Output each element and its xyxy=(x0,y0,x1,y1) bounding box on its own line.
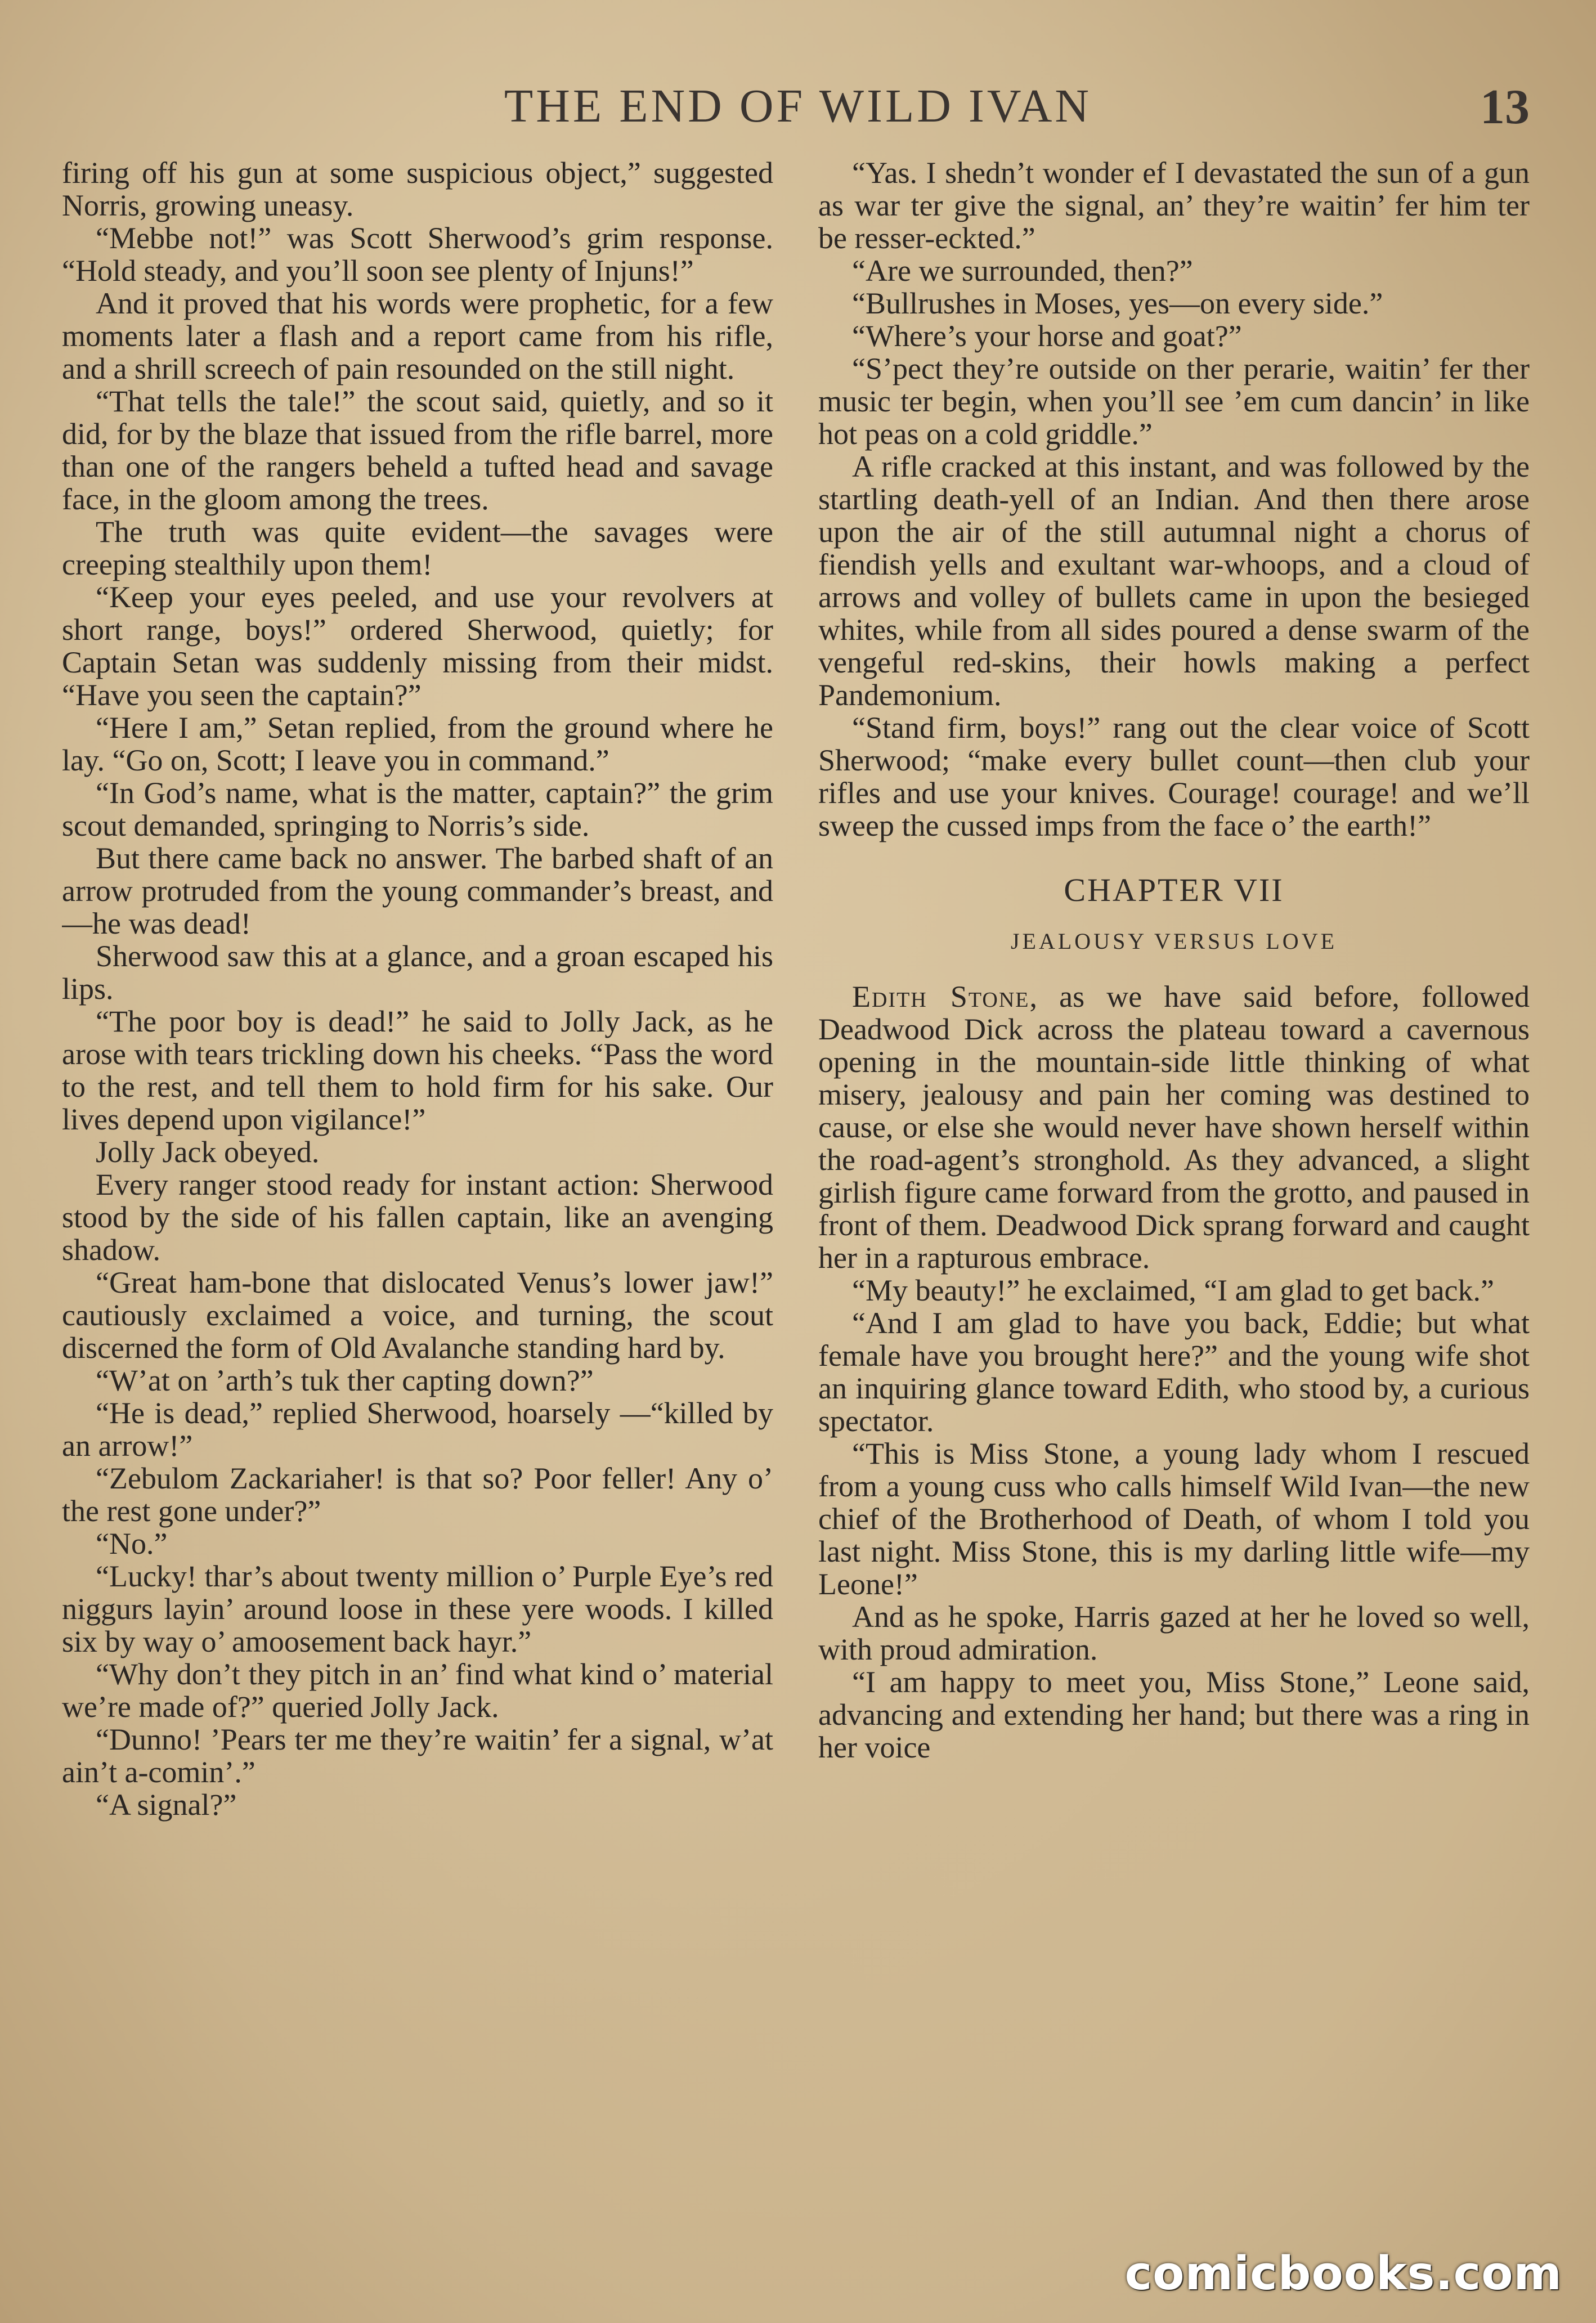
paragraph: “This is Miss Stone, a young lady whom I rescued from a young cuss who calls himself Wild Ivan—the new chief of the Brotherhood of Death, of whom I told you last night. Miss Stone, this is my darling little wife—my Leone!” xyxy=(818,1437,1530,1601)
chapter-subtitle: JEALOUSY VERSUS LOVE xyxy=(1010,929,1338,954)
paragraph: “Where’s your horse and goat?” xyxy=(852,319,1242,353)
paragraph: “Keep your eyes peeled, and use your revolvers at short range, boys!” ordered Sherwood, quietly; for Captain Setan was suddenly missing from their midst. “Have you seen the captain?” xyxy=(62,580,773,712)
paragraph: “Yas. I shedn’t wonder ef I devastated the sun of a gun as war ter give the signal, an’ they’re waitin’ fer him ter be resser-eckted.” xyxy=(818,156,1530,255)
paragraph: “No.” xyxy=(96,1527,168,1560)
paragraph: The truth was quite evident—the savages were creeping stealthily upon them! xyxy=(62,515,773,581)
paragraph: Jolly Jack obeyed. xyxy=(96,1135,320,1169)
paragraph: “S’pect they’re outside on ther perarie, waitin’ fer ther music ter begin, when you’ll see ’em cum dancin’ in like hot peas on a cold griddle.” xyxy=(818,352,1530,451)
page-header xyxy=(0,62,1596,146)
paragraph: “Zebulom Zackariaher! is that so? Poor feller! Any o’ the rest gone under?” xyxy=(62,1461,773,1528)
paragraph: “Stand firm, boys!” rang out the clear voice of Scott Sherwood; “make every bullet count—then club your rifles and use your knives. Courage! courage! and we’ll sweep the cussed imps from the face o’ the earth!” xyxy=(818,711,1530,842)
paragraph: firing off his gun at some suspicious object,” suggested Norris, growing uneasy. xyxy=(62,156,773,222)
running-title: THE END OF WILD IVAN xyxy=(504,80,1092,132)
paragraph: A rifle cracked at this instant, and was followed by the startling death-yell of an Indian. And then there arose upon the air of the still autumnal night a chorus of fiendish yells and exultant war-whoops, and a cloud of arrows and volley of bullets came in upon the besieged whites, while from all sides poured a dense swarm of the vengeful red-skins, their howls making a perfect Pandemonium. xyxy=(818,450,1530,712)
paragraph: “In God’s name, what is the matter, captain?” the grim scout demanded, springing to Norris’s side. xyxy=(62,776,773,842)
paragraph: “Bullrushes in Moses, yes—on every side.” xyxy=(852,286,1383,320)
paragraph: “Great ham-bone that dislocated Venus’s lower jaw!” cautiously exclaimed a voice, and turning, the scout discerned the form of Old Avalanche standing hard by. xyxy=(62,1266,773,1365)
paragraph: “Are we surrounded, then?” xyxy=(852,254,1193,288)
opening-lead-words: Edith Stone xyxy=(852,980,1030,1013)
paragraph: “He is dead,” replied Sherwood, hoarsely —“killed by an arrow!” xyxy=(62,1396,773,1463)
paragraph: And as he spoke, Harris gazed at her he loved so well, with proud admiration. xyxy=(818,1600,1530,1666)
paragraph: “The poor boy is dead!” he said to Jolly Jack, as he arose with tears trickling down his cheeks. “Pass the word to the rest, and tell them to hold firm for his sake. Our lives depend upon vigilance!” xyxy=(62,1004,773,1136)
right-column xyxy=(818,156,1530,2251)
text-columns xyxy=(62,156,1530,2251)
left-column xyxy=(62,156,773,2251)
paragraph: “My beauty!” he exclaimed, “I am glad to get back.” xyxy=(852,1273,1494,1307)
site-watermark: comicbooks.com xyxy=(1124,2247,1562,2300)
chapter-opening-paragraph xyxy=(818,980,1530,1274)
paragraph: “Lucky! thar’s about twenty million o’ Purple Eye’s red niggurs layin’ around loose in these yere woods. I killed six by way o’ amoosement back hayr.” xyxy=(62,1559,773,1658)
chapter-title: CHAPTER VII xyxy=(1064,872,1284,908)
paragraph: Sherwood saw this at a glance, and a groan escaped his lips. xyxy=(62,939,773,1006)
page-number: 13 xyxy=(1480,80,1530,134)
paragraph: “A signal?” xyxy=(96,1788,237,1822)
paragraph: “W’at on ’arth’s tuk ther capting down?” xyxy=(96,1364,594,1397)
paragraph: “I am happy to meet you, Miss Stone,” Leone said, advancing and extending her hand; but there was a ring in her voice xyxy=(818,1665,1530,1764)
opening-paragraph-text: , as we have said before, followed Deadwood Dick across the plateau toward a cavernous opening in the mountain-side little thinking of what misery, jealousy and pain her coming was destined to cause, or else she would never have shown herself within the road-agent’s stronghold. As they advanced, a slight girlish figure came forward from the grotto, and paused in front of them. Deadwood Dick sprang forward and caught her in a rapturous embrace. xyxy=(818,980,1530,1275)
paragraph: “Why don’t they pitch in an’ find what kind o’ material we’re made of?” queried Jolly Jack. xyxy=(62,1657,773,1724)
paragraph: Every ranger stood ready for instant action: Sherwood stood by the side of his fallen captain, like an avenging shadow. xyxy=(62,1168,773,1267)
paragraph: But there came back no answer. The barbed shaft of an arrow protruded from the young commander’s breast, and—he was dead! xyxy=(62,841,773,940)
paragraph: “Dunno! ’Pears ter me they’re waitin’ fer a signal, w’at ain’t a-comin’.” xyxy=(62,1723,773,1789)
paragraph: “And I am glad to have you back, Eddie; but what female have you brought here?” and the young wife shot an inquiring glance toward Edith, who stood by, a curious spectator. xyxy=(818,1306,1530,1438)
paragraph: And it proved that his words were prophetic, for a few moments later a flash and a report came from his rifle, and a shrill screech of pain resounded on the still night. xyxy=(62,286,773,385)
paragraph: “Here I am,” Setan replied, from the ground where he lay. “Go on, Scott; I leave you in command.” xyxy=(62,711,773,777)
paragraph: “That tells the tale!” the scout said, quietly, and so it did, for by the blaze that issued from the rifle barrel, more than one of the rangers beheld a tufted head and savage face, in the gloom among the trees. xyxy=(62,384,773,516)
paragraph: “Mebbe not!” was Scott Sherwood’s grim response. “Hold steady, and you’ll soon see plenty of Injuns!” xyxy=(62,221,773,288)
